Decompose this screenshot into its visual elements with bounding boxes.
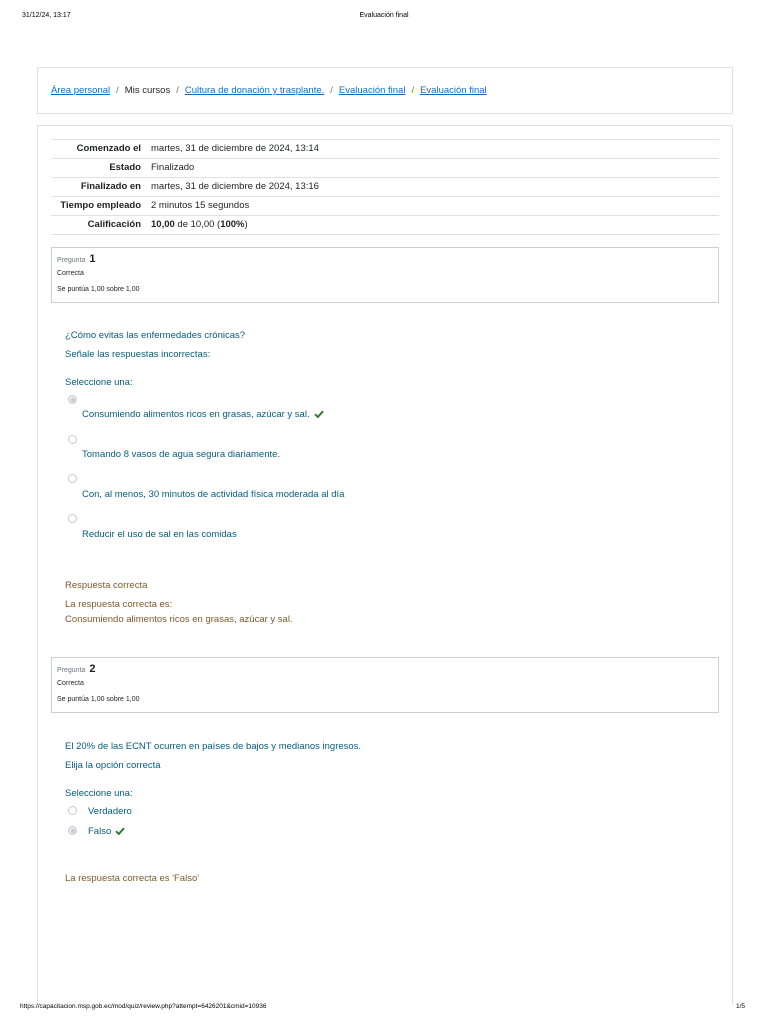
breadcrumb-quiz[interactable]: Evaluación final xyxy=(420,85,487,96)
summary-label: Estado xyxy=(109,162,141,173)
breadcrumb-separator: / xyxy=(411,85,415,96)
question-2-instruction: Elija la opción correcta xyxy=(65,760,161,771)
question-1-text: ¿Cómo evitas las enfermedades crónicas? xyxy=(65,330,246,341)
question-2-option-2 xyxy=(88,826,125,837)
question-grade: Se puntúa 1,00 sobre 1,00 xyxy=(57,696,140,703)
summary-value: Finalizado xyxy=(151,162,195,173)
question-number-value: 2 xyxy=(89,663,96,675)
print-page-number: 1/5 xyxy=(735,1003,745,1010)
summary-value: martes, 31 de diciembre de 2024, 13:16 xyxy=(151,181,319,192)
question-1-prompt: Seleccione una: xyxy=(65,377,133,388)
breadcrumb-course[interactable]: Cultura de donación y trasplante. xyxy=(184,85,325,96)
question-prefix: Pregunta xyxy=(57,667,86,674)
question-1-feedback-status: Respuesta correcta xyxy=(65,580,148,591)
check-icon xyxy=(314,410,324,418)
breadcrumb-mis-cursos: Mis cursos xyxy=(124,85,171,96)
question-2-right-answer: La respuesta correcta es 'Falso' xyxy=(65,873,200,884)
summary-label: Finalizado en xyxy=(80,181,141,192)
summary-row-state xyxy=(51,159,719,178)
print-url: https://capacitacion.msp.gob.ec/mod/quiz/review.php?attempt=6426201&cmid=10936 xyxy=(20,1003,267,1010)
breadcrumb xyxy=(51,85,487,96)
print-header xyxy=(0,12,768,24)
grade-close: ) xyxy=(244,219,248,230)
summary-value xyxy=(151,216,719,235)
grade-score: 10,00 xyxy=(151,219,175,230)
option-label: Falso xyxy=(88,826,112,837)
question-grade: Se puntúa 1,00 sobre 1,00 xyxy=(57,286,140,293)
question-number xyxy=(57,662,713,678)
question-2-prompt: Seleccione una: xyxy=(65,788,133,799)
question-1-info xyxy=(51,247,719,303)
question-1-option-3: Con, al menos, 30 minutos de actividad física moderada al día xyxy=(82,489,345,500)
summary-row-grade xyxy=(51,216,719,235)
summary-value: martes, 31 de diciembre de 2024, 13:14 xyxy=(151,143,319,154)
question-2-text: El 20% de las ECNT ocurren en países de bajos y medianos ingresos. xyxy=(65,741,362,752)
question-number-value: 1 xyxy=(89,253,96,265)
question-1-right-answer: Consumiendo alimentos ricos en grasas, azúcar y sal. xyxy=(65,614,293,625)
attempt-summary-table xyxy=(51,139,719,235)
check-icon xyxy=(115,827,125,835)
grade-out-of: de 10,00 ( xyxy=(174,219,221,230)
question-2-option-1: Verdadero xyxy=(88,806,132,817)
option-label: Consumiendo alimentos ricos en grasas, azúcar y sal. xyxy=(82,409,310,420)
question-2-info xyxy=(51,657,719,713)
question-1-right-answer-label: La respuesta correcta es: xyxy=(65,599,173,610)
question-1-option-4: Reducir el uso de sal en las comidas xyxy=(82,529,237,540)
summary-row-finished xyxy=(51,178,719,197)
breadcrumb-card xyxy=(37,67,733,114)
print-title: Evaluación final xyxy=(359,12,409,19)
question-2-option-1-radio[interactable] xyxy=(68,806,77,815)
breadcrumb-section[interactable]: Evaluación final xyxy=(338,85,406,96)
question-1-option-4-radio[interactable] xyxy=(68,514,77,523)
summary-row-time-taken xyxy=(51,197,719,216)
question-1-option-1-radio[interactable] xyxy=(68,395,77,404)
summary-value: 2 minutos 15 segundos xyxy=(151,200,250,211)
summary-row-started xyxy=(51,140,719,159)
print-datetime: 31/12/24, 13:17 xyxy=(22,12,71,19)
question-number xyxy=(57,252,713,268)
print-footer xyxy=(0,1003,768,1015)
summary-label: Tiempo empleado xyxy=(60,200,141,211)
question-2-option-2-radio[interactable] xyxy=(68,826,77,835)
grade-percent: 100% xyxy=(220,219,245,230)
summary-label: Comenzado el xyxy=(76,143,141,154)
question-1-option-2-radio[interactable] xyxy=(68,435,77,444)
question-1-instruction: Señale las respuestas incorrectas: xyxy=(65,349,211,360)
question-state: Correcta xyxy=(57,270,84,277)
breadcrumb-separator: / xyxy=(116,85,119,96)
question-1-option-2: Tomando 8 vasos de agua segura diariamente. xyxy=(82,449,281,460)
breadcrumb-separator: / xyxy=(176,85,179,96)
question-1-option-1 xyxy=(82,409,324,420)
breadcrumb-separator: / xyxy=(330,85,333,96)
summary-label: Calificación xyxy=(87,219,141,230)
quiz-review-card xyxy=(37,125,733,1005)
breadcrumb-area-personal[interactable]: Área personal xyxy=(51,85,111,96)
question-prefix: Pregunta xyxy=(57,257,86,264)
question-1-option-3-radio[interactable] xyxy=(68,474,77,483)
question-state: Correcta xyxy=(57,680,84,687)
